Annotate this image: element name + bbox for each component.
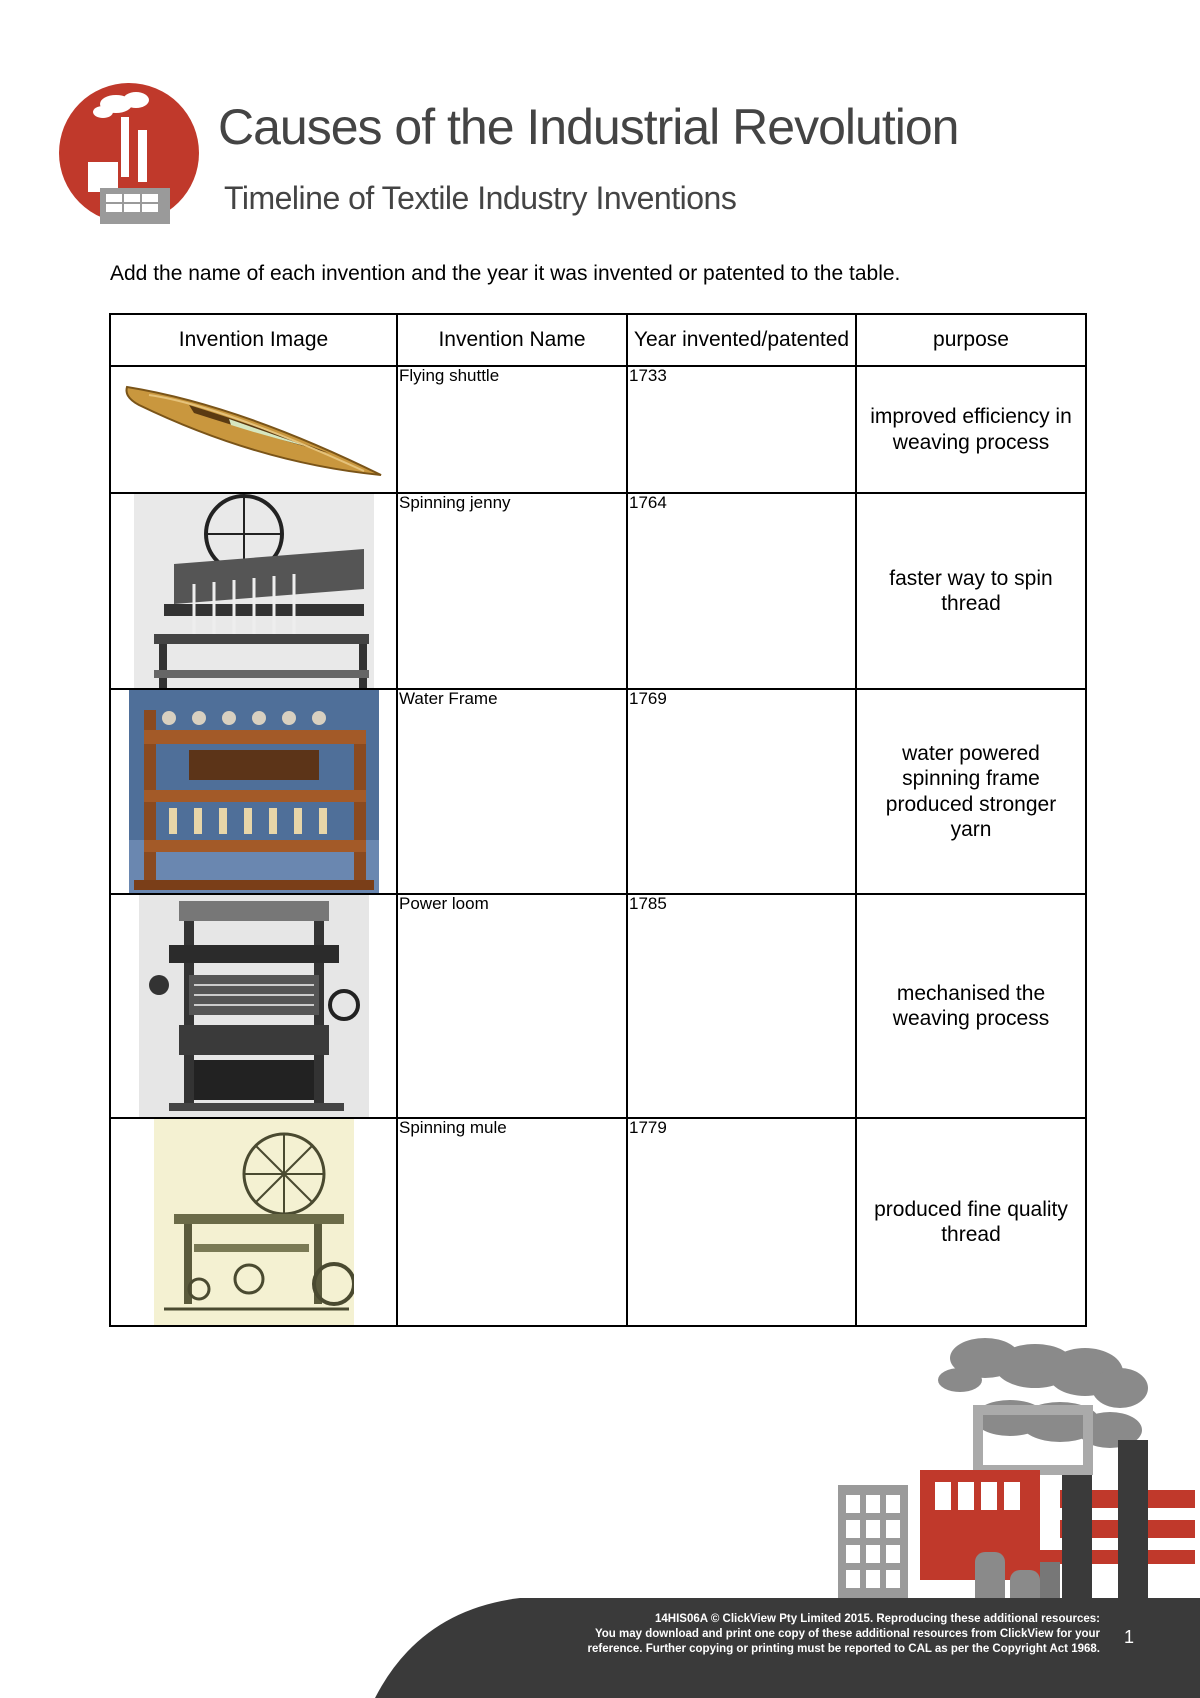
invention-name: Flying shuttle (397, 366, 627, 493)
header-invention-name: Invention Name (397, 314, 627, 366)
invention-purpose: faster way to spin thread (856, 493, 1086, 689)
invention-name: Spinning mule (397, 1118, 627, 1326)
invention-name: Spinning jenny (397, 493, 627, 689)
invention-year: 1769 (627, 689, 856, 894)
invention-purpose: produced fine quality thread (856, 1118, 1086, 1326)
image-cell (110, 1118, 397, 1326)
invention-purpose: water powered spinning frame produced stronger yarn (856, 689, 1086, 894)
copyright-line: 14HIS06A © ClickView Pty Limited 2015. Reproducing these additional resources: (655, 1613, 1100, 1625)
copyright-notice (560, 1612, 1100, 1657)
table-row (110, 894, 1086, 1118)
page-number: 1 (1124, 1627, 1135, 1647)
factory-logo-icon (58, 82, 200, 224)
page-title: Causes of the Industrial Revolution (218, 99, 959, 155)
invention-purpose: improved efficiency in weaving process (856, 366, 1086, 493)
flying-shuttle-image (119, 375, 389, 485)
table-header-row (110, 314, 1086, 366)
water-frame-image (129, 690, 379, 893)
header-year: Year invented/patented (627, 314, 856, 366)
spinning-mule-image (154, 1119, 354, 1325)
invention-year: 1733 (627, 366, 856, 493)
image-cell (110, 493, 397, 689)
page-subtitle: Timeline of Textile Industry Inventions (224, 180, 737, 216)
invention-name: Power loom (397, 894, 627, 1118)
header-invention-image: Invention Image (110, 314, 397, 366)
header-purpose: purpose (856, 314, 1086, 366)
invention-year: 1764 (627, 493, 856, 689)
image-cell (110, 366, 397, 493)
table-row (110, 366, 1086, 493)
invention-purpose: mechanised the weaving process (856, 894, 1086, 1118)
invention-year: 1785 (627, 894, 856, 1118)
invention-year: 1779 (627, 1118, 856, 1326)
spinning-jenny-image (134, 494, 374, 688)
instructions-text: Add the name of each invention and the year it was invented or patented to the table. (110, 262, 901, 285)
table-row (110, 1118, 1086, 1326)
copyright-line: You may download and print one copy of these additional resources from ClickView for your (594, 1628, 1100, 1640)
copyright-line: reference. Further copying or printing must be reported to CAL as per the Copyright Act 1968. (587, 1643, 1100, 1655)
inventions-table (109, 313, 1087, 1327)
table-row (110, 493, 1086, 689)
table-row (110, 689, 1086, 894)
image-cell (110, 689, 397, 894)
invention-name: Water Frame (397, 689, 627, 894)
power-loom-image (139, 895, 369, 1117)
image-cell (110, 894, 397, 1118)
